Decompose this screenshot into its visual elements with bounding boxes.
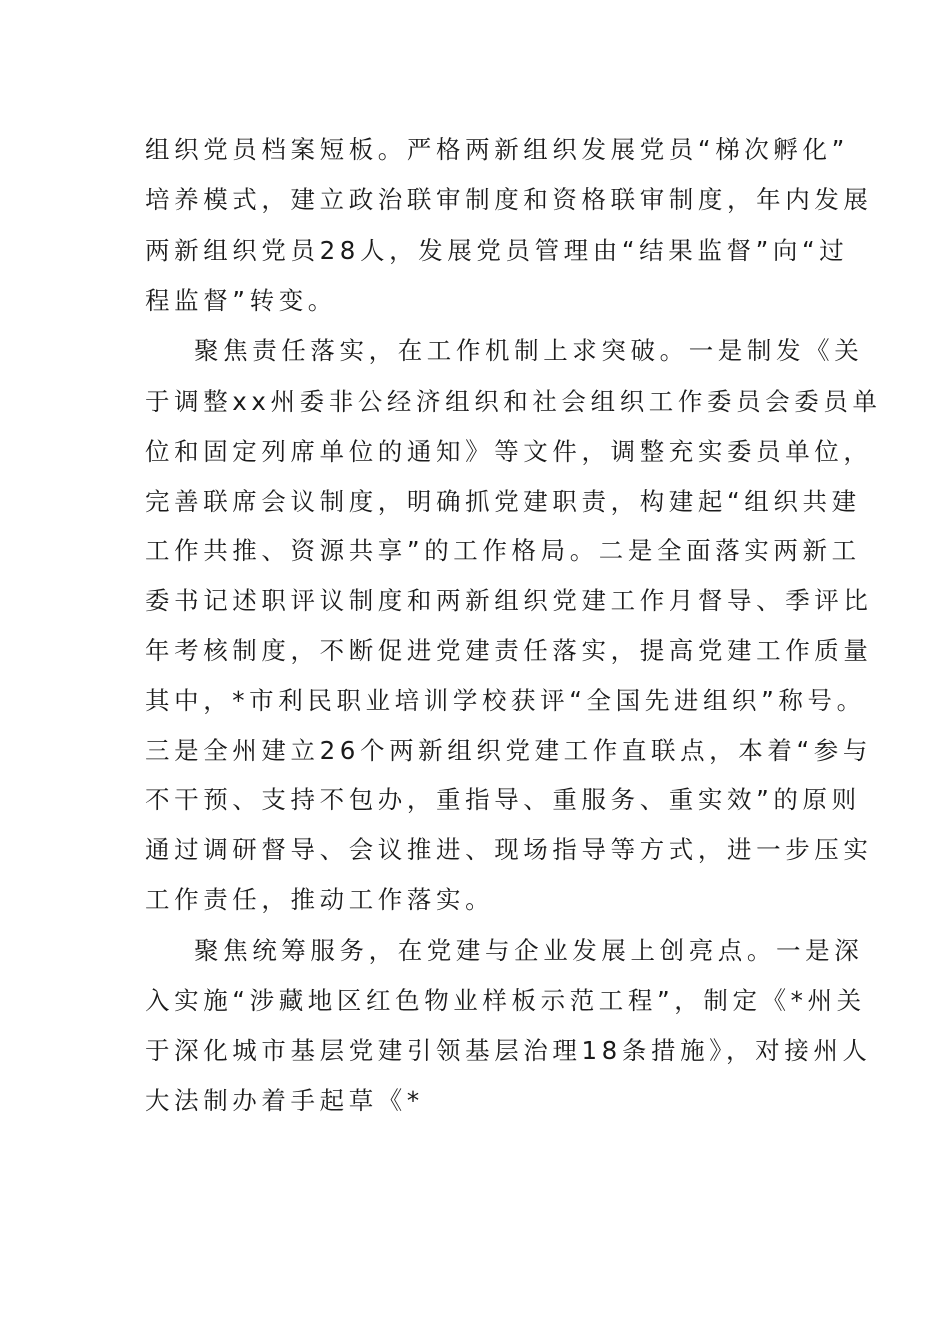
- text-line: 位和固定列席单位的通知》等文件，调整充实委员单位，: [145, 437, 873, 466]
- text-line: 培养模式，建立政治联审制度和资格联审制度，年内发展: [145, 185, 873, 214]
- text-line: 完善联席会议制度，明确抓党建职责，构建起“组织共建: [145, 487, 861, 516]
- paragraph-start-line: 聚焦责任落实，在工作机制上求突破。一是制发《关: [194, 336, 864, 365]
- text-line: 工作共推、资源共享”的工作格局。二是全面落实两新工: [145, 536, 861, 565]
- text-line: 年考核制度，不断促进党建责任落实，提高党建工作质量: [145, 636, 873, 665]
- text-line: 程监督”转变。: [145, 286, 337, 315]
- text-line: 于深化城市基层党建引领基层治理18条措施》，对接州人: [145, 1036, 872, 1065]
- text-line: 三是全州建立26个两新组织党建工作直联点，本着“参与: [145, 736, 872, 765]
- text-line: 于调整xx州委非公经济组织和社会组织工作委员会委员单: [145, 387, 882, 416]
- text-line: 不干预、支持不包办，重指导、重服务、重实效”的原则: [145, 785, 861, 814]
- text-line: 工作责任，推动工作落实。: [145, 885, 495, 914]
- text-line: 委书记述职评议制度和两新组织党建工作月督导、季评比: [145, 586, 873, 615]
- paragraph-start-line: 聚焦统筹服务，在党建与企业发展上创亮点。一是深: [194, 936, 864, 965]
- text-line: 两新组织党员28人，发展党员管理由“结果监督”向“过: [145, 236, 849, 265]
- text-line: 组织党员档案短板。严格两新组织发展党员“梯次孵化”: [145, 135, 849, 164]
- text-line: 入实施“涉藏地区红色物业样板示范工程”，制定《*州关: [145, 986, 866, 1015]
- text-line: 大法制办着手起草《*: [145, 1086, 424, 1115]
- text-line: 通过调研督导、会议推进、现场指导等方式，进一步压实: [145, 835, 873, 864]
- text-line: 其中，*市利民职业培训学校获评“全国先进组织”称号。: [145, 686, 866, 715]
